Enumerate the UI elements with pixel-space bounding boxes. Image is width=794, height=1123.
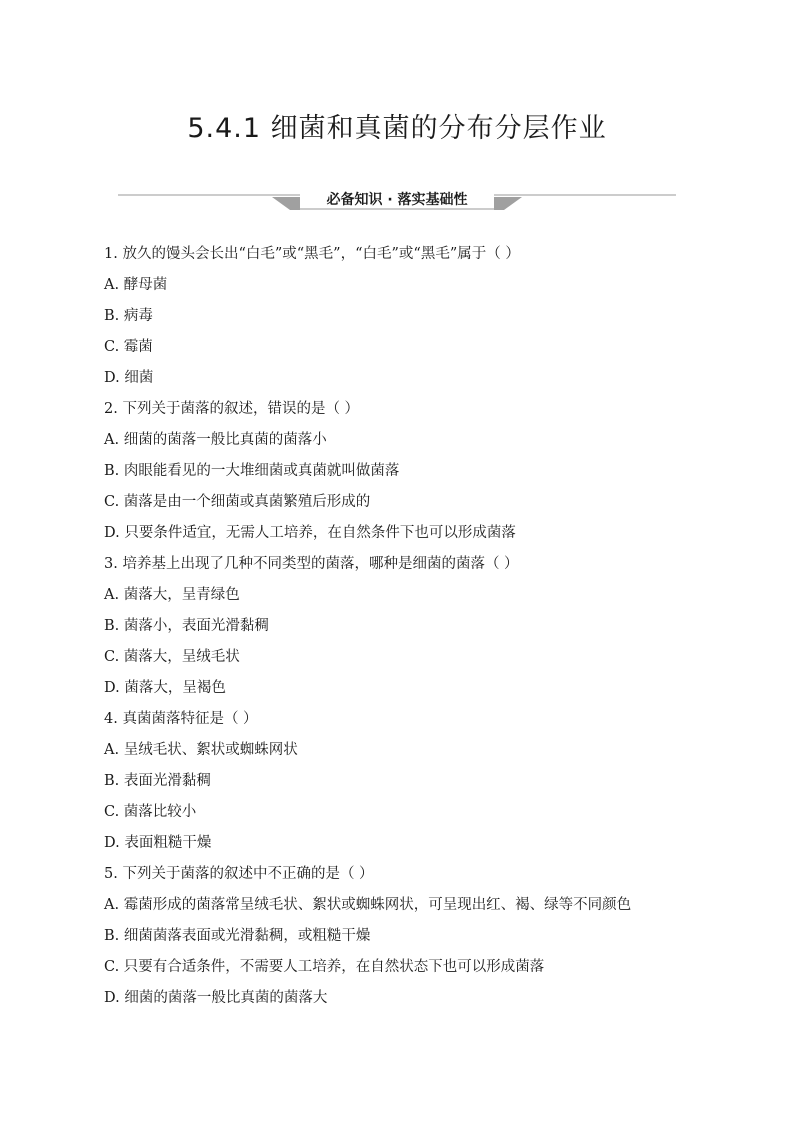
option-2b: B. 肉眼能看见的一大堆细菌或真菌就叫做菌落 bbox=[104, 463, 400, 479]
question-3: 3. 培养基上出现了几种不同类型的菌落，哪种是细菌的菌落（ ） bbox=[104, 556, 519, 572]
option-5b: B. 细菌菌落表面或光滑黏稠，或粗糙干燥 bbox=[104, 928, 371, 944]
option-3b: B. 菌落小，表面光滑黏稠 bbox=[104, 618, 269, 634]
option-2d: D. 只要条件适宜，无需人工培养，在自然条件下也可以形成菌落 bbox=[104, 525, 516, 541]
option-4d: D. 表面粗糙干燥 bbox=[104, 835, 212, 851]
option-5d: D. 细菌的菌落一般比真菌的菌落大 bbox=[104, 990, 328, 1006]
option-4c: C. 菌落比较小 bbox=[104, 804, 197, 820]
option-4a: A. 呈绒毛状、絮状或蜘蛛网状 bbox=[104, 742, 298, 758]
section-banner bbox=[0, 185, 794, 215]
option-4b: B. 表面光滑黏稠 bbox=[104, 773, 211, 789]
question-5: 5. 下列关于菌落的叙述中不正确的是（ ） bbox=[104, 866, 374, 882]
option-2c: C. 菌落是由一个细菌或真菌繁殖后形成的 bbox=[104, 494, 371, 510]
question-4: 4. 真菌菌落特征是（ ） bbox=[104, 711, 258, 727]
option-1c: C. 霉菌 bbox=[104, 339, 153, 355]
option-1a: A. 酵母菌 bbox=[104, 277, 168, 293]
question-1: 1. 放久的馒头会长出“白毛”或“黑毛”，“白毛”或“黑毛”属于（ ） bbox=[104, 246, 520, 262]
question-list bbox=[104, 243, 704, 1018]
option-1b: B. 病毒 bbox=[104, 308, 153, 324]
option-3a: A. 菌落大，呈青绿色 bbox=[104, 587, 240, 603]
page-title: 5.4.1 细菌和真菌的分布分层作业 bbox=[187, 113, 607, 144]
option-2a: A. 细菌的菌落一般比真菌的菌落小 bbox=[104, 432, 327, 448]
option-5c: C. 只要有合适条件，不需要人工培养，在自然状态下也可以形成菌落 bbox=[104, 959, 545, 975]
option-1d: D. 细菌 bbox=[104, 370, 154, 386]
option-3c: C. 菌落大，呈绒毛状 bbox=[104, 649, 240, 665]
option-3d: D. 菌落大，呈褐色 bbox=[104, 680, 226, 696]
question-2: 2. 下列关于菌落的叙述，错误的是（ ） bbox=[104, 401, 360, 417]
section-title: 必备知识 · 落实基础性 bbox=[326, 192, 468, 208]
option-5a: A. 霉菌形成的菌落常呈绒毛状、絮状或蜘蛛网状，可呈现出红、褐、绿等不同颜色 bbox=[104, 897, 632, 913]
